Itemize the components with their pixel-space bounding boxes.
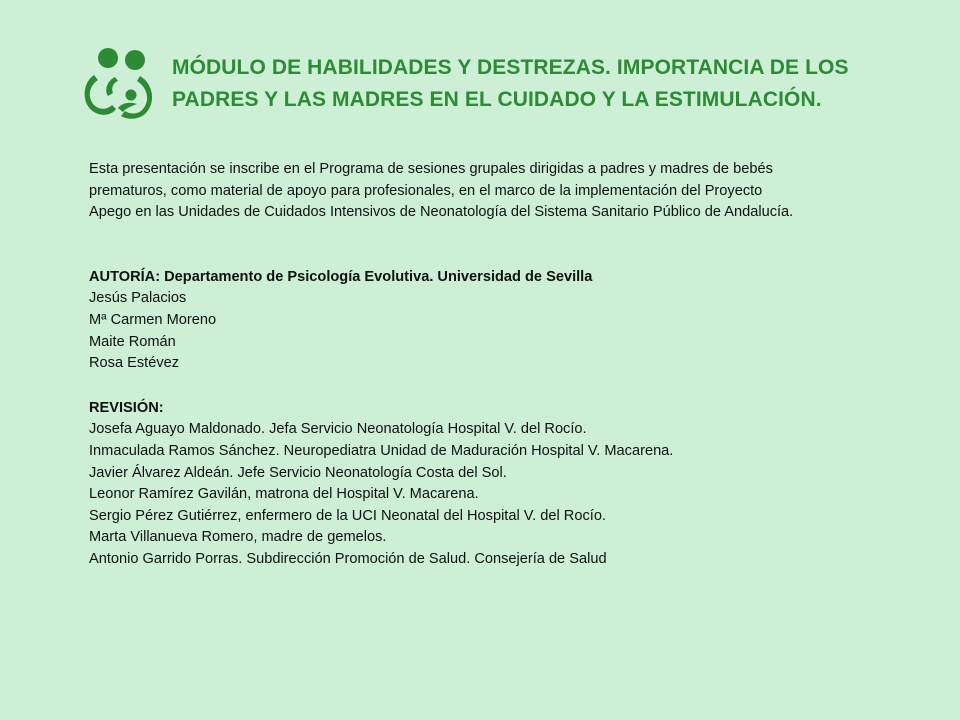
reviewer-entry: Sergio Pérez Gutiérrez, enfermero de la UCI Neonatal del Hospital V. del Rocío. (89, 507, 606, 524)
title-line-1: MÓDULO DE HABILIDADES Y DESTREZAS. IMPORTANCIA DE LOS (172, 56, 849, 79)
page-title (172, 52, 932, 116)
title-line-2: PADRES Y LAS MADRES EN EL CUIDADO Y LA ESTIMULACIÓN. (172, 88, 822, 111)
reviewer-entry: Inmaculada Ramos Sánchez. Neuropediatra Unidad de Maduración Hospital V. Macarena. (89, 442, 674, 459)
reviewer-entry: Josefa Aguayo Maldonado. Jefa Servicio Neonatología Hospital V. del Rocío. (89, 421, 587, 438)
author-name: Jesús Palacios (89, 290, 187, 307)
intro-line-1: Esta presentación se inscribe en el Programa de sesiones grupales dirigidas a padres y madres de bebés (89, 161, 773, 177)
reviewer-entry: Marta Villanueva Romero, madre de gemelos. (89, 529, 387, 546)
authors-section (89, 267, 919, 375)
intro-paragraph (89, 159, 919, 224)
intro-line-3: Apego en las Unidades de Cuidados Intensivos de Neonatología del Sistema Sanitario Público de Andalucía. (89, 204, 794, 221)
author-name: Mª Carmen Moreno (89, 311, 217, 328)
authors-heading: AUTORÍA: Departamento de Psicología Evolutiva. Universidad de Sevilla (89, 268, 593, 285)
review-section (89, 398, 919, 571)
reviewer-entry: Javier Álvarez Aldeán. Jefe Servicio Neonatología Costa del Sol. (89, 464, 507, 481)
reviewer-entry: Antonio Garrido Porras. Subdirección Promoción de Salud. Consejería de Salud (89, 550, 607, 567)
author-name: Maite Román (89, 333, 176, 350)
review-heading: REVISIÓN: (89, 399, 164, 416)
family-logo-icon (76, 46, 160, 120)
slide-content (89, 159, 919, 571)
intro-line-2: prematuros, como material de apoyo para profesionales, en el marco de la implementación del Proyecto (89, 182, 763, 199)
author-name: Rosa Estévez (89, 355, 180, 372)
reviewer-entry: Leonor Ramírez Gavilán, matrona del Hospital V. Macarena. (89, 486, 479, 503)
